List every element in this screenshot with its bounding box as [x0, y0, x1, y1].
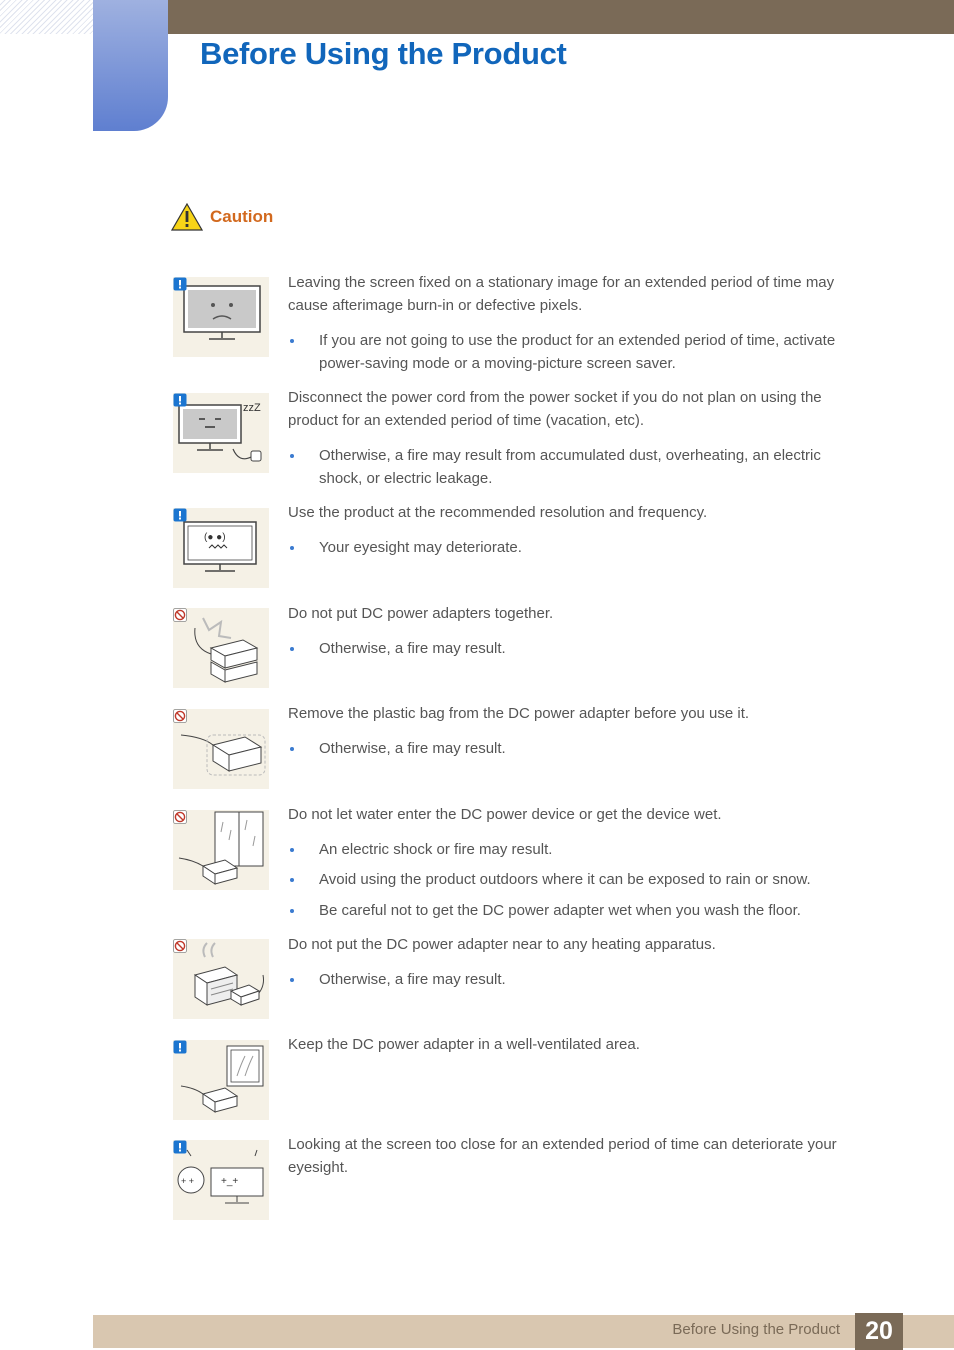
item-bullet: Avoid using the product outdoors where it can be exposed to rain or snow.	[288, 868, 848, 891]
sleeping-monitor-unplugged-icon	[173, 393, 269, 473]
stacked-adapters-icon	[173, 608, 269, 688]
item-text: Do not put the DC power adapter near to any heating apparatus.	[288, 936, 716, 953]
item-bullet: An electric shock or fire may result.	[288, 838, 848, 861]
info-icon	[173, 393, 187, 407]
adapter-rain-icon	[173, 810, 269, 890]
footer-label: Before Using the Product	[672, 1321, 840, 1338]
info-icon	[173, 1040, 187, 1054]
prohibited-icon	[173, 810, 187, 824]
item-text: Remove the plastic bag from the DC power adapter before you use it.	[288, 705, 750, 722]
item-text: Do not let water enter the DC power device or get the device wet.	[288, 806, 722, 823]
item-bullet: If you are not going to use the product for an extended period of time, activate power-saving mode or a moving-picture screen saver.	[288, 329, 848, 375]
item-text: Keep the DC power adapter in a well-ventilated area.	[288, 1036, 640, 1053]
info-icon	[173, 508, 187, 522]
page-title: Before Using the Product	[200, 36, 567, 71]
svg-text:(● ●): (● ●)	[204, 532, 226, 543]
dizzy-monitor-icon	[173, 508, 269, 588]
info-icon	[173, 277, 187, 291]
item-text: Disconnect the power cord from the power socket if you do not plan on using the product for an extended period of time (vacation, etc).	[288, 389, 822, 429]
face-close-to-monitor-icon	[173, 1140, 269, 1220]
caution-heading	[171, 203, 273, 231]
svg-text:+ +: + +	[181, 1176, 195, 1186]
item-bullet: Be careful not to get the DC power adapter wet when you wash the floor.	[288, 899, 848, 922]
warning-triangle-icon	[171, 203, 203, 231]
info-icon	[173, 1140, 187, 1154]
item-bullet: Otherwise, a fire may result from accumulated dust, overheating, an electric shock, or electric leakage.	[288, 444, 848, 490]
svg-text:+_+: +_+	[221, 1176, 239, 1187]
header-bar	[168, 0, 954, 34]
item-text: Do not put DC power adapters together.	[288, 605, 554, 622]
adapter-in-bag-icon	[173, 709, 269, 789]
item-bullet: Otherwise, a fire may result.	[288, 637, 848, 660]
item-text: Leaving the screen fixed on a stationary image for an extended period of time may cause afterimage burn-in or defective pixels.	[288, 274, 835, 314]
item-text: Use the product at the recommended resolution and frequency.	[288, 504, 708, 521]
caution-label: Caution	[210, 207, 274, 226]
item-bullet: Your eyesight may deteriorate.	[288, 536, 848, 559]
adapter-heater-icon	[173, 939, 269, 1019]
prohibited-icon	[173, 939, 187, 953]
item-text: Looking at the screen too close for an extended period of time can deteriorate your eyesight.	[288, 1136, 837, 1176]
item-bullet: Otherwise, a fire may result.	[288, 968, 848, 991]
prohibited-icon	[173, 709, 187, 723]
adapter-ventilated-icon	[173, 1040, 269, 1120]
burned-screen-monitor-icon	[173, 277, 269, 357]
chapter-tab	[93, 0, 168, 131]
header-hatch-decoration	[0, 0, 93, 34]
prohibited-icon	[173, 608, 187, 622]
svg-text:zzZ: zzZ	[243, 402, 261, 414]
item-bullet: Otherwise, a fire may result.	[288, 737, 848, 760]
page-number: 20	[855, 1313, 903, 1350]
